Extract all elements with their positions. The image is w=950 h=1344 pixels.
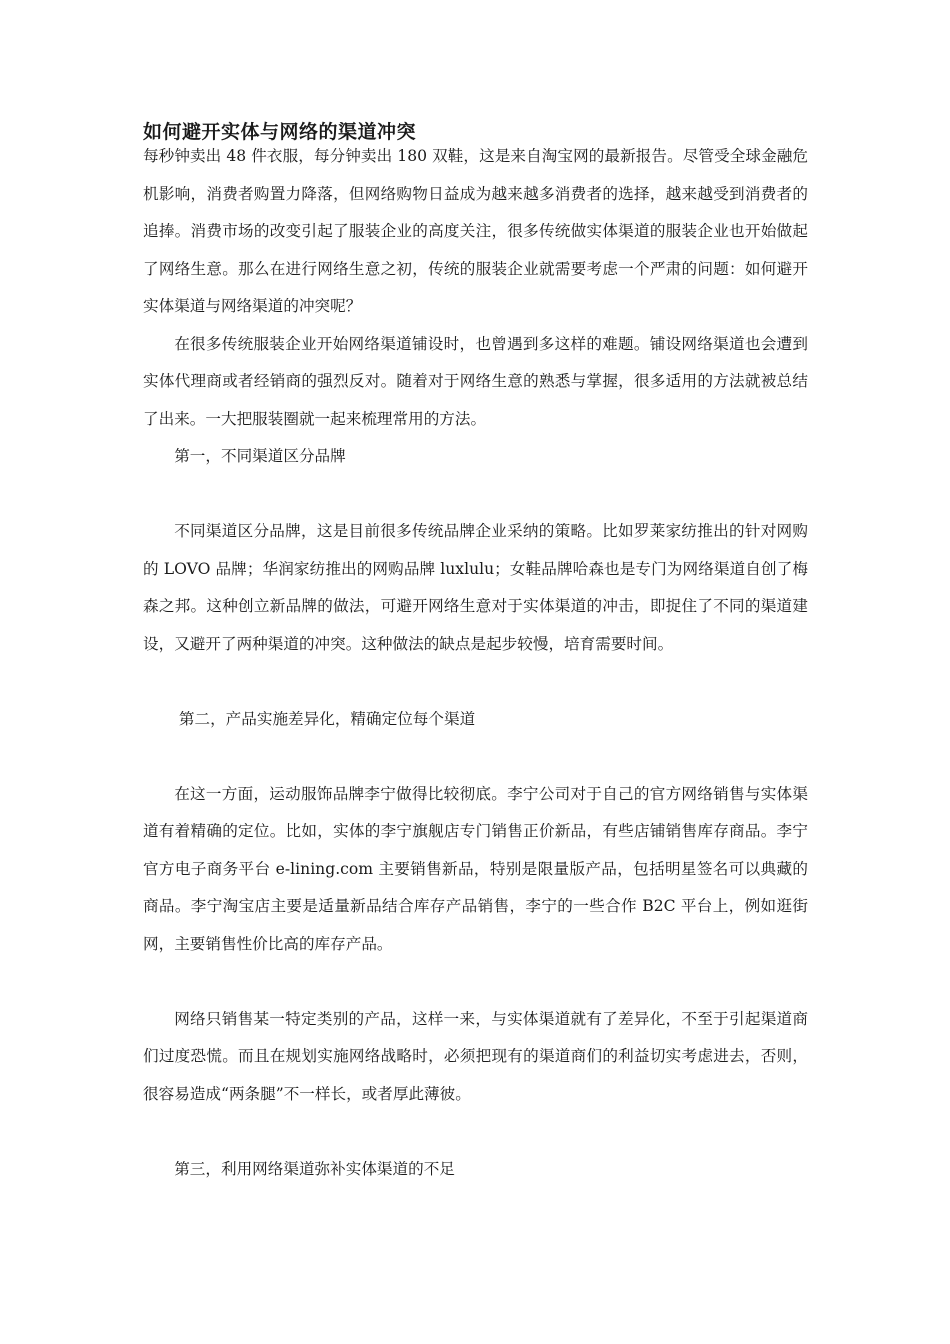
section-2-body-continued: 网络只销售某一特定类别的产品，这样一来，与实体渠道就有了差异化，不至于引起渠道商们过度恐慌。而且在规划实施网络战略时，必须把现有的渠道商们的利益切实考虑进去，否则，很容易造成“两条腿”不一样长，或者厚此薄彼。 [143,1009,808,1103]
blank-line [143,738,808,776]
blank-line [143,663,808,701]
section-heading-2: 第二，产品实施差异化，精确定位每个渠道 [178,709,476,728]
blank-line [143,476,808,514]
section-heading-3: 第三，利用网络渠道弥补实体渠道的不足 [174,1159,455,1178]
document-page [143,118,808,1188]
intro-paragraph: 每秒钟卖出 48 件衣服，每分钟卖出 180 双鞋，这是来自淘宝网的最新报告。尽管受全球金融危机影响，消费者购置力降落，但网络购物日益成为越来越多消费者的选择，越来越受到消费者的追捧。消费市场的改变引起了服装企业的高度关注，很多传统做实体渠道的服装企业也开始做起了网络生意。那么在进行网络生意之初，传统的服装企业就需要考虑一个严肃的问题：如何避开实体渠道与网络渠道的冲突呢？ [143,147,808,315]
blank-line [143,1113,808,1151]
section-2-body: 在这一方面，运动服饰品牌李宁做得比较彻底。李宁公司对于自己的官方网络销售与实体渠道有着精确的定位。比如，实体的李宁旗舰店专门销售正价新品，有些店铺销售库存商品。李宁官方电子商务平台 e-lining.com 主要销售新品，特别是限量版产品，包括明星签名可以典藏的商品。李宁淘宝店主要是适量新品结合库存产品销售，李宁的一些合作 B2C 平台上，例如逛街网，主要销售性价比高的库存产品。 [143,784,808,953]
blank-line [143,963,808,1001]
paragraph-2: 在很多传统服装企业开始网络渠道铺设时，也曾遇到多这样的难题。铺设网络渠道也会遭到实体代理商或者经销商的强烈反对。随着对于网络生意的熟悉与掌握，很多适用的方法就被总结了出来。一大把服装圈就一起来梳理常用的方法。 [143,334,808,428]
section-heading-1: 第一，不同渠道区分品牌 [174,447,346,465]
document-title: 如何避开实体与网络的渠道冲突 [143,121,417,143]
section-1-body: 不同渠道区分品牌，这是目前很多传统品牌企业采纳的策略。比如罗莱家纺推出的针对网购的 LOVO 品牌；华润家纺推出的网购品牌 luxlulu；女鞋品牌哈森也是专门为网络渠道自创了梅森之邦。这种创立新品牌的做法，可避开网络生意对于实体渠道的冲击，即捉住了不同的渠道建设，又避开了两种渠道的冲突。这种做法的缺点是起步较慢，培育需要时间。 [143,522,808,653]
